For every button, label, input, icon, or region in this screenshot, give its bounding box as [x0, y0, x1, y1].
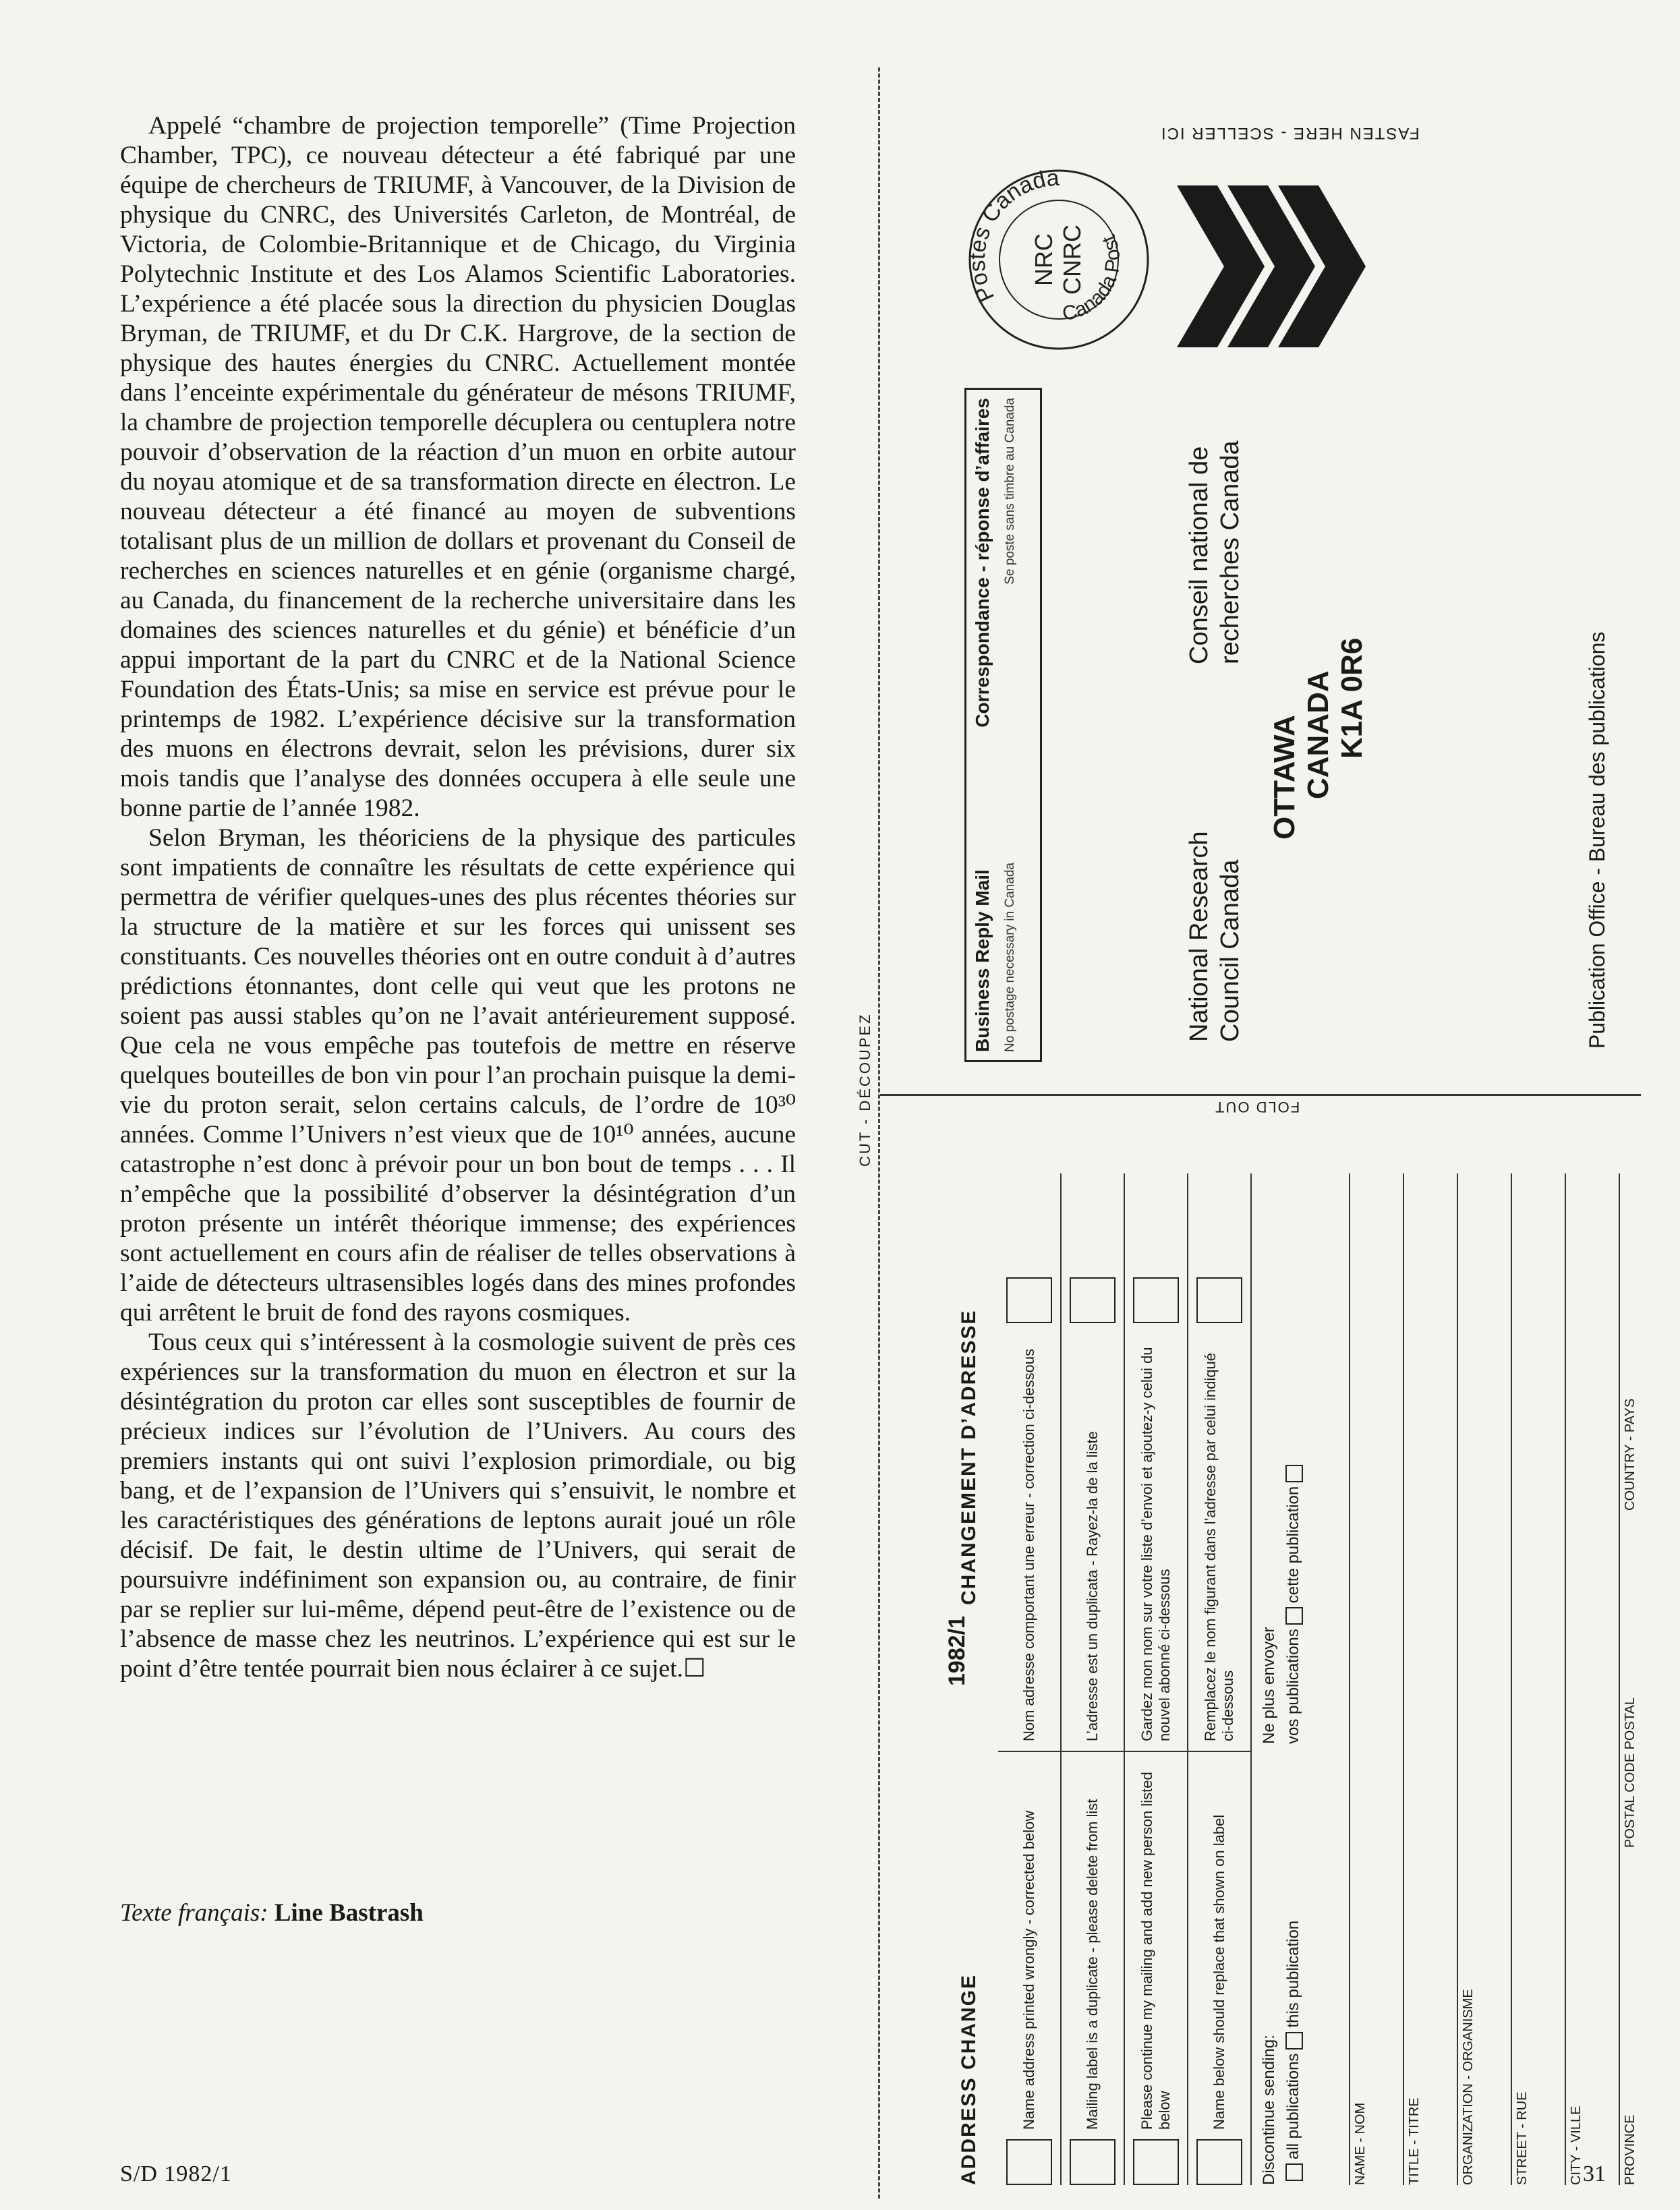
article-body [120, 111, 796, 1684]
city-field[interactable]: CITY - VILLE [1565, 1173, 1619, 2185]
issue-footer: S/D 1982/1 [120, 2161, 232, 2186]
checkbox-row-4-en[interactable] [1196, 2139, 1242, 2185]
checkbox-cette-publication[interactable] [1285, 1465, 1303, 1482]
cut-label: CUT - DÉCOUPEZ [857, 1012, 873, 1167]
fold-line [880, 1094, 1641, 1096]
credit-label: Texte français: [120, 1899, 268, 1927]
brm-note-en: No postage necessary in Canada [1003, 863, 1017, 1052]
form-rows [998, 1173, 1314, 2185]
province-row [1619, 1173, 1663, 2185]
stamp-center-nrc: NRC [1030, 233, 1058, 286]
chevron-arrows-icon [1177, 185, 1379, 347]
form-row-3: Please continue my mailing and add new person listed below Gardez mon nom sur votre liste d’envoi et ajoutez-y celui du nouvel abonné ci-dessous [1125, 1173, 1188, 2185]
form-row-2: Mailing label is a duplicate - please delete from list L’adresse est un duplicata - Rayez-la de la liste [1062, 1173, 1125, 2185]
checkbox-row-2-fr[interactable] [1070, 1277, 1116, 1323]
title-field[interactable]: TITLE - TITRE [1403, 1173, 1457, 2185]
brm-title-en: Business Reply Mail [972, 869, 993, 1052]
checkbox-row-1-fr[interactable] [1006, 1277, 1052, 1323]
province-field[interactable]: PROVINCE [1623, 2114, 1638, 2185]
publication-office: Publication Office - Bureau des publications [1585, 631, 1609, 1049]
checkbox-this-publication[interactable] [1285, 2032, 1303, 2049]
stamp-ring-bottom: Canada Post [1060, 231, 1125, 326]
org-name-en: National Research Council Canada [1185, 831, 1244, 1042]
checkbox-row-2-en[interactable] [1070, 2139, 1116, 2185]
street-field[interactable]: STREET - RUE [1511, 1173, 1565, 2185]
postmark-stamp [958, 158, 1160, 361]
address-change-form [944, 1133, 1639, 2185]
stamp-center-cnrc: CNRC [1058, 225, 1086, 295]
form-title-en: ADDRESS CHANGE [958, 1973, 980, 2185]
checkbox-vos-publications[interactable] [1285, 1607, 1303, 1625]
form-title-fr: CHANGEMENT D’ADRESSE [958, 1309, 980, 1605]
organization-field[interactable]: ORGANIZATION - ORGANISME [1457, 1173, 1511, 2185]
country-field[interactable]: COUNTRY - PAYS [1623, 1398, 1638, 1511]
page-number: 31 [1583, 2161, 1606, 2186]
article-paragraph-1: Appelé “chambre de projection temporelle” (Time Projection Chamber, TPC), ce nouveau détecteur a été fabriqué par une équipe de chercheurs de TRIUMF, à Vancouver, de la Division de physique du CNRC, des Universités Carleton, de Montréal, de Victoria, de Colombie-Britannique et de Chicago, du Virginia Polytechnic Institute et des Los Alamos Scientific Laboratories. L’expérience a été placée sous la direction du physicien Douglas Bryman, de TRIUMF, et du Dr C.K. Hargrove, de la section de physique des hautes énergies du CNRC. Actuellement montée dans l’enceinte expérimentale du générateur de mésons TRIUMF, la chambre de projection temporelle décuplera ou centuplera notre pouvoir d’observation de la réaction d’un muon en orbite autour du noyau atomique et de sa transformation directe en électron. Le nouveau détecteur a été financé au moyen de subventions totalisant plus de un million de dollars et provenant du Conseil de recherches en sciences naturelles et en génie (organisme chargé, au Canada, du financement de la recherche universitaire dans les domaines des sciences naturelles et du génie) et bénéficie d’un appui important de la part du CNRC et de la National Science Foundation des États-Unis; sa mise en service est prévue pour le printemps de 1982. L’expérience décisive sur la transformation des muons en électrons devrait, selon les prévisions, durer six mois tandis que l’analyse des données occupera à elle seule une bonne partie de l’année 1982. [120, 112, 796, 822]
org-name-fr: Conseil national de recherches Canada [1185, 440, 1244, 664]
checkbox-row-4-fr[interactable] [1196, 1277, 1242, 1323]
form-issue: 1982/1 [944, 1616, 970, 1686]
checkbox-row-1-en[interactable] [1006, 2139, 1052, 2185]
brm-note-fr: Se poste sans timbre au Canada [1003, 398, 1017, 585]
checkbox-all-publications[interactable] [1285, 2163, 1303, 2181]
brm-title-fr: Correspondance - réponse d’affaires [972, 398, 993, 728]
fold-label: FOLD OUT [1214, 1099, 1300, 1115]
checkbox-row-3-fr[interactable] [1133, 1277, 1179, 1323]
credit-name: Line Bastrash [274, 1899, 424, 1927]
postal-code-field[interactable]: POSTAL CODE POSTAL [1623, 1697, 1638, 1848]
address-fields [1349, 1173, 1663, 2185]
checkbox-row-3-en[interactable] [1133, 2139, 1179, 2185]
article-paragraph-2: Selon Bryman, les théoriciens de la physique des particules sont impatients de connaître les résultats de cette expérience qui permettra de vérifier quelques-unes des plus récentes théories sur la structure de la matière et sur les forces qui unissent ses constituants. Ces nouvelles théories ont en outre conduit à d’autres prédictions étonnantes, dont celle qui veut que les protons ne soient pas aussi stables qu’on ne l’avait antérieurement supposé. Que cela ne vous empêche pas toutefois de mettre en réserve quelques bouteilles de bon vin pour l’an prochain puisque la demi-vie du proton serait, selon certains calculs, de l’ordre de 10³⁰ années. Comme l’Univers n’est vieux que de 10¹⁰ années, aucune catastrophe n’est donc à prévoir pour un bon bout de temps . . . Il n’empêche que la possibilité d’observer la désintégration d’un proton présente un intérêt théorique immense; des expériences sont actuellement en cours afin de réaliser de telles observations à l’aide de détecteurs ultrasensibles logés dans des mines profondes qui arrêtent le bruit de fond des rayons cosmiques. [120, 824, 796, 1327]
business-reply-mail-box [964, 388, 1042, 1062]
form-row-4: Name below should replace that shown on label Remplacez le nom figurant dans l’adresse par celui indiqué ci-dessous [1188, 1173, 1252, 2185]
form-row-1: Name address printed wrongly - corrected below Nom adresse comportant une erreur - correction ci-dessous [998, 1173, 1062, 2185]
translation-credit [120, 1898, 424, 1927]
mailing-city: OTTAWA CANADA K1A 0R6 [1268, 637, 1368, 840]
stamp-ring-top: Postes Canada [964, 165, 1060, 306]
discontinue-row: Discontinue sending: all publicationsthis publication Ne plus envoyer vos publicationscette publication [1252, 1173, 1314, 2185]
fasten-label: FASTEN HERE - SCELLER ICI [1160, 124, 1420, 142]
name-field[interactable]: NAME - NOM [1349, 1173, 1403, 2185]
article-paragraph-3: Tous ceux qui s’intéressent à la cosmologie suivent de près ces expériences sur la transformation du muon en électron et sur la désintégration du proton car elles sont susceptibles de fournir de précieux indices sur l’évolution de l’Univers. Au cours des premiers instants qui ont suivi l’explosion primordiale, ou big bang, et de l’expansion de l’Univers qui s’ensuivit, le nombre et les caractéristiques des générations de leptons aurait joué un rôle décisif. De fait, le destin ultime de l’Univers, qui serait de poursuivre indéfiniment son expansion ou, au contraire, de finir par se replier sur lui-même, dépend peut-être de l’existence ou de l’absence de masse chez les neutrinos. L’expérience qui est sur le point d’être tentée pourrait bien nous éclairer à ce sujet.☐ [120, 1329, 796, 1683]
